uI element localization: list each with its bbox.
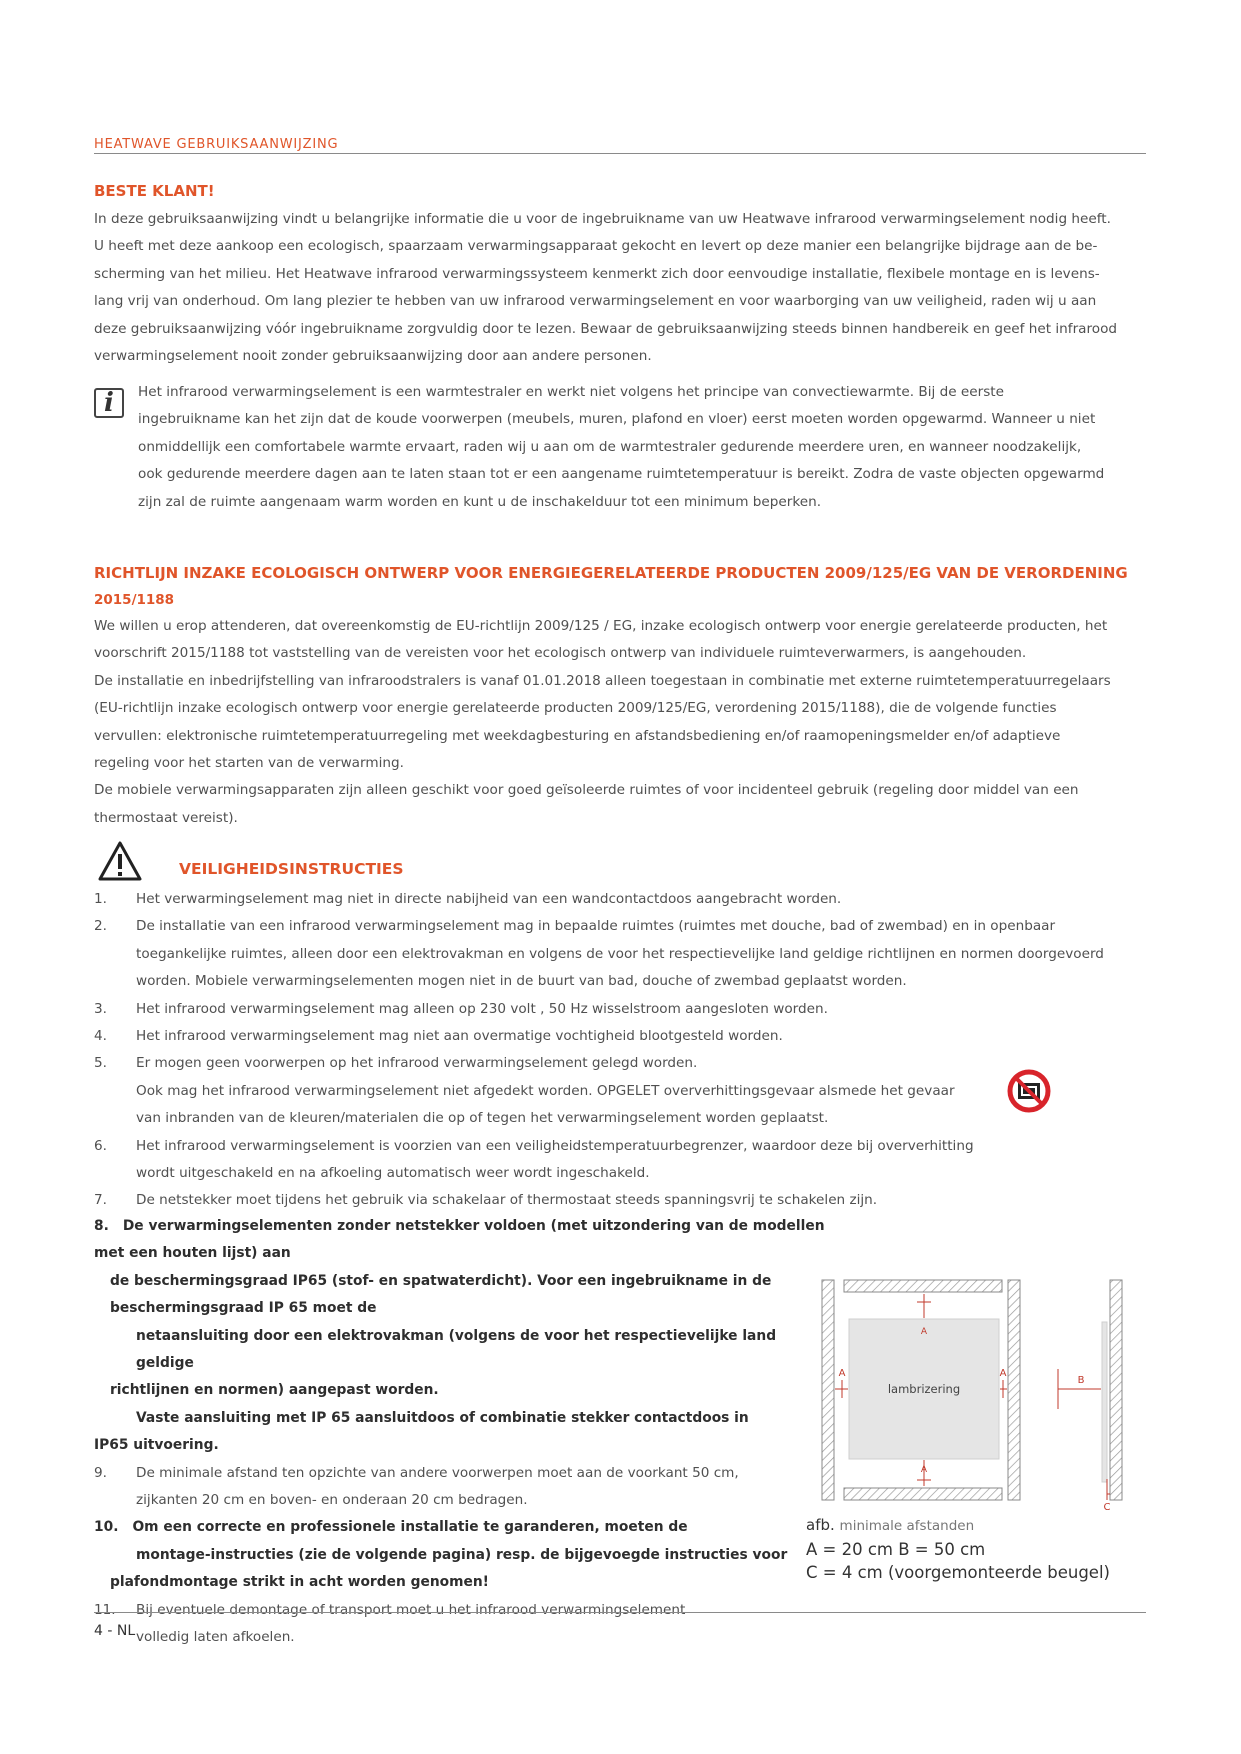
label-a-left: A — [838, 1368, 846, 1379]
intro-line: deze gebruiksaanwijzing vóór ingebruikname zorgvuldig door te lezen. Bewaar de gebruiksaanwijzing steeds binnen handbereik en geef het infrarood — [94, 320, 1118, 337]
item-number: 8. — [94, 1218, 109, 1234]
info-line: ook gedurende meerdere dagen aan te laten staan tot er een aangename ruimtetemperatuur is bereikt. Zodra de vaste objecten opgewarmd — [138, 466, 1105, 483]
item-line: Er mogen geen voorwerpen op het infrarood verwarmingselement gelegd worden. — [136, 1055, 698, 1072]
caption-text: minimale afstanden — [839, 1518, 975, 1534]
item-line: worden. Mobiele verwarmingselementen mogen niet in de buurt van bad, douche of zwembad geplaatst worden. — [136, 973, 907, 990]
item-number: 1. — [94, 891, 107, 907]
label-a-top: A — [920, 1327, 928, 1337]
panel-label: lambrizering — [887, 1382, 961, 1396]
item-line: toegankelijke ruimtes, alleen door een elektrovakman en volgens de voor het respectievelijke land geldige richtlijnen en normen doorgevoerd — [136, 945, 1104, 962]
distance-diagram — [813, 1274, 1133, 1514]
item-line: montage-instructies (zie de volgende pagina) resp. de bijgevoegde instructies voor — [136, 1546, 788, 1563]
ceiling — [844, 1280, 1002, 1292]
info-line: Het infrarood verwarmingselement is een warmtestraler en werkt niet volgens het principe van convectiewarmte. Bij de eerste — [138, 384, 1004, 400]
eco-title-line-1: RICHTLIJN INZAKE ECOLOGISCH ONTWERP VOOR ENERGIEGERELATEERDE PRODUCTEN 2009/125/EG VAN DE VERORDENING — [94, 564, 1128, 582]
item-number: 3. — [94, 1000, 107, 1017]
eco-line: De installatie en inbedrijfstelling van infraroodstralers is vanaf 01.01.2018 alleen toegestaan in combinatie met externe ruimtetemperatuurregelaars — [94, 672, 1111, 689]
page-footer — [94, 1612, 1146, 1639]
intro-line: lang vrij van onderhoud. Om lang plezier te hebben van uw infrarood verwarmingselement en voor waarborging van uw veiligheid, raden wij u aan — [94, 293, 1097, 310]
safety-item — [94, 1050, 1146, 1132]
eco-line: regeling voor het starten van de verwarming. — [94, 755, 404, 772]
no-cover-icon — [1007, 1069, 1051, 1113]
warning-icon — [97, 840, 143, 882]
safety-item-10 — [94, 1514, 834, 1596]
item-number: 6. — [94, 1137, 107, 1154]
label-c: C — [1103, 1502, 1111, 1513]
side-panel — [1102, 1322, 1107, 1482]
item-line: volledig laten afkoelen. — [136, 1629, 295, 1646]
item-number: 11. — [94, 1601, 116, 1618]
info-note — [138, 379, 1146, 516]
caption-prefix: afb. — [806, 1516, 835, 1534]
intro-line: In deze gebruiksaanwijzing vindt u belangrijke informatie die u voor de ingebruikname van uw Heatwave infrarood verwarmingselement nodig heeft. — [94, 211, 1111, 227]
page-number: 4 - NL — [94, 1623, 136, 1639]
label-a-bottom: A — [920, 1465, 928, 1475]
safety-item — [94, 996, 1146, 1023]
safety-list-lower — [94, 1213, 834, 1652]
safety-item-8 — [94, 1213, 834, 1460]
right-wall — [1008, 1280, 1020, 1500]
eco-paragraph — [94, 613, 1146, 832]
item-number: 2. — [94, 918, 107, 935]
info-line: zijn zal de ruimte aangenaam warm worden en kunt u de inschakelduur tot een minimum beperken. — [138, 493, 822, 510]
eco-line: vervullen: elektronische ruimtetemperatuurregeling met weekdagbesturing en afstandsbediening en/of raamopeningsmelder en/of adaptieve — [94, 727, 1061, 744]
eco-title — [94, 560, 1154, 614]
item-line: richtlijnen en normen) aangepast worden. — [110, 1382, 439, 1399]
side-wall — [1110, 1280, 1122, 1500]
intro-paragraph — [94, 206, 1146, 370]
caption-line-2: C = 4 cm (voorgemonteerde beugel) — [806, 1563, 1110, 1582]
info-icon: i — [94, 388, 124, 418]
item-line: Om een correcte en professionele installatie te garanderen, moeten de — [132, 1519, 688, 1536]
item-line: de beschermingsgraad IP65 (stof- en spatwaterdicht). Voor een ingebruikname in de beschermingsgraad IP 65 moet de — [110, 1272, 772, 1317]
caption-line-1: A = 20 cm B = 50 cm — [806, 1540, 986, 1559]
item-line: De netstekker moet tijdens het gebruik via schakelaar of thermostaat steeds spanningsvrij te schakelen zijn. — [136, 1192, 878, 1209]
item-line: IP65 uitvoering. — [94, 1437, 219, 1454]
eco-title-line-2: 2015/1188 — [94, 592, 175, 608]
label-b: B — [1077, 1375, 1085, 1386]
safety-item — [94, 886, 1146, 913]
item-line: Ook mag het infrarood verwarmingselement niet afgedekt worden. OPGELET oververhittingsgevaar alsmede het gevaar — [136, 1082, 955, 1099]
item-line: van inbranden van de kleuren/materialen die op of tegen het verwarmingselement worden geplaatst. — [136, 1110, 829, 1127]
eco-line: (EU-richtlijn inzake ecologisch ontwerp voor energie gerelateerde producten 2009/125/EG, verordening 2015/1188), die de volgende functies — [94, 700, 1057, 717]
safety-item — [94, 1187, 1146, 1214]
info-line: ingebruikname kan het zijn dat de koude voorwerpen (meubels, muren, plafond en vloer) eerst moeten worden opgewarmd. Wanneer u niet — [138, 411, 1096, 428]
item-line: wordt uitgeschakeld en na afkoeling automatisch weer wordt ingeschakeld. — [136, 1165, 650, 1182]
eco-line: voorschrift 2015/1188 tot vaststelling van de vereisten voor het ecologisch ontwerp van individuele ruimteverwarmers, is aangehouden. — [94, 645, 1027, 662]
floor — [844, 1488, 1002, 1500]
item-number: 7. — [94, 1192, 107, 1209]
figure-caption — [806, 1514, 1136, 1584]
item-line: De installatie van een infrarood verwarmingselement mag in bepaalde ruimtes (ruimtes met douche, bad of zwembad) en in openbaar — [136, 918, 1056, 935]
intro-line: U heeft met deze aankoop een ecologisch, spaarzaam verwarmingsapparaat gekocht en levert op deze manier een belangrijke bijdrage aan de be- — [94, 238, 1098, 255]
safety-list — [94, 886, 1146, 1215]
eco-line: De mobiele verwarmingsapparaten zijn alleen geschikt voor goed geïsoleerde ruimtes of voor incidenteel gebruik (regeling door middel van een — [94, 782, 1079, 799]
item-line: Bij eventuele demontage of transport moet u het infrarood verwarmingselement — [136, 1601, 686, 1618]
item-line: netaansluiting door een elektrovakman (volgens de voor het respectievelijke land geldige — [136, 1327, 777, 1372]
intro-line: verwarmingselement nooit zonder gebruiksaanwijzing door aan andere personen. — [94, 348, 652, 365]
running-header — [94, 133, 1146, 154]
safety-item — [94, 1023, 1146, 1050]
item-line: De minimale afstand ten opzichte van andere voorwerpen moet aan de voorkant 50 cm, — [136, 1464, 739, 1481]
safety-item-9 — [94, 1460, 834, 1515]
info-line: onmiddellijk een comfortabele warmte ervaart, raden wij u aan om de warmtestraler gedurende meerdere uren, en wanneer noodzakelijk, — [138, 438, 1082, 455]
safety-item — [94, 1133, 1146, 1188]
header-title: HEATWAVE GEBRUIKSAANWIJZING — [94, 137, 339, 152]
item-number: 4. — [94, 1028, 107, 1045]
eco-line: thermostaat vereist). — [94, 809, 238, 826]
item-line: Het infrarood verwarmingselement mag niet aan overmatige vochtigheid blootgesteld worden. — [136, 1028, 783, 1045]
item-number: 9. — [94, 1464, 107, 1481]
intro-line: scherming van het milieu. Het Heatwave infrarood verwarmingssysteem kenmerkt zich door eenvoudige installatie, flexibele montage en is levens- — [94, 265, 1100, 282]
safety-title: VEILIGHEIDSINSTRUCTIES — [179, 860, 404, 878]
item-line: Het infrarood verwarmingselement mag alleen op 230 volt , 50 Hz wisselstroom aangesloten worden. — [136, 1000, 828, 1017]
label-a-right: A — [999, 1368, 1007, 1379]
item-line: Vaste aansluiting met IP 65 aansluitdoos of combinatie stekker contactdoos in — [136, 1409, 749, 1426]
item-number: 5. — [94, 1055, 107, 1072]
item-line: Het infrarood verwarmingselement is voorzien van een veiligheidstemperatuurbegrenzer, waardoor deze bij oververhitting — [136, 1137, 974, 1154]
left-wall — [822, 1280, 834, 1500]
safety-item — [94, 913, 1146, 995]
eco-line: We willen u erop attenderen, dat overeenkomstig de EU-richtlijn 2009/125 / EG, inzake ecologisch ontwerp voor energie gerelateerde producten, het — [94, 618, 1108, 634]
item-line: Het verwarmingselement mag niet in directe nabijheid van een wandcontactdoos aangebracht worden. — [136, 891, 842, 907]
item-line: zijkanten 20 cm en boven- en onderaan 20 cm bedragen. — [136, 1492, 528, 1509]
item-line: De verwarmingselementen zonder netstekker voldoen (met uitzondering van de modellen met een houten lijst) aan — [94, 1218, 825, 1262]
item-number: 10. — [94, 1519, 119, 1536]
intro-title: BESTE KLANT! — [94, 182, 215, 200]
item-line: plafondmontage strikt in acht worden genomen! — [110, 1574, 489, 1591]
